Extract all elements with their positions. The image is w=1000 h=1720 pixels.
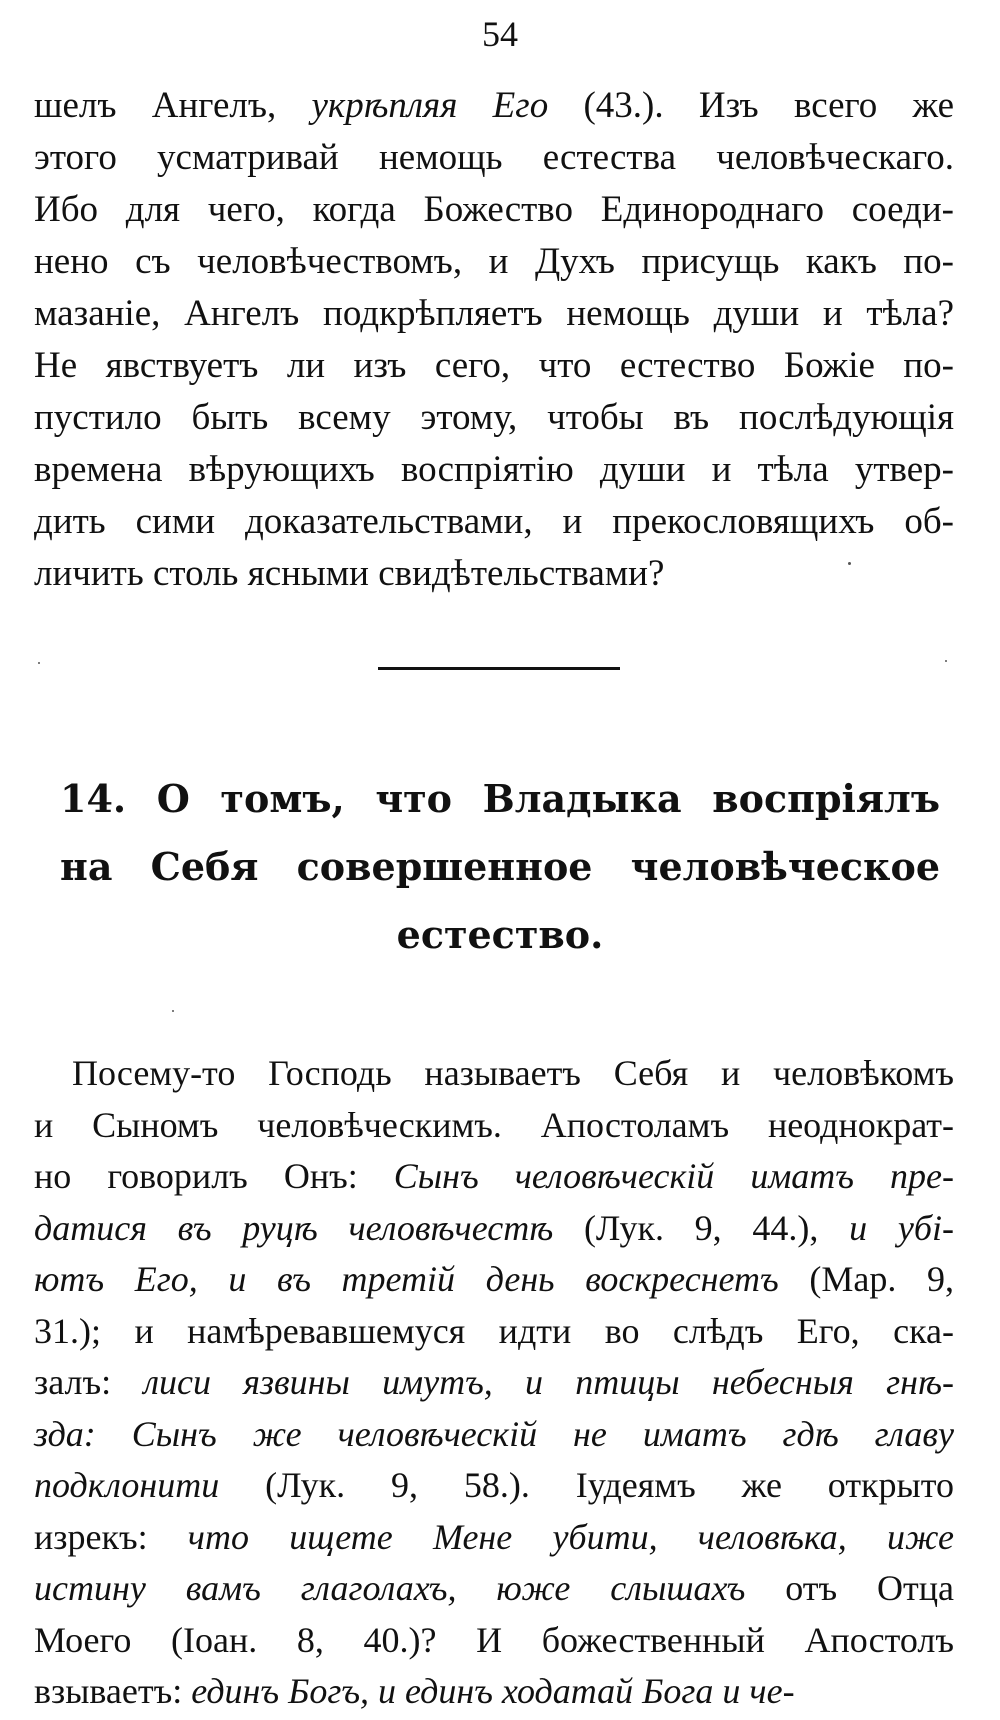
italic-quote: Сынъ человѣческій иматъ пре-: [393, 1156, 954, 1196]
text-run: взываетъ:: [34, 1671, 192, 1711]
text-run: но говорилъ Онъ:: [34, 1156, 394, 1196]
text-line: [34, 444, 954, 496]
text-line: [34, 1306, 954, 1358]
text-run: Моего (Іоан. 8, 40.)? И божественный Апостолъ: [34, 1619, 954, 1660]
text-run: (43.). Изъ всего же: [548, 85, 954, 126]
heading-line-3: естество.: [396, 912, 604, 957]
text-line: [34, 1357, 954, 1409]
text-line: [34, 236, 954, 288]
chapter-heading: [60, 765, 940, 969]
text-run: 31.); и намѣревавшемуся идти во слѣдъ Его, ска-: [34, 1310, 954, 1351]
italic-quote: зда: Сынъ же человѣческій не иматъ гдѣ главу: [34, 1413, 954, 1454]
text-run: залъ:: [34, 1362, 144, 1402]
text-run: времена вѣрующихъ воспріятію души и тѣла утвер-: [34, 449, 954, 490]
heading-line-2: на Себя совершенное человѣческое: [60, 844, 940, 889]
section-divider: [378, 667, 620, 670]
italic-quote: ютъ Его, и въ третій день воскреснетъ: [34, 1259, 779, 1299]
text-run: личить столь ясными свидѣтельствами?: [34, 553, 665, 594]
text-run: Посему-то Господь называетъ Себя и человѣкомъ: [72, 1053, 954, 1093]
text-run: и Сыномъ человѣческимъ. Апостоламъ неоднократ-: [34, 1104, 954, 1145]
italic-quote: единъ Богъ, и единъ ходатай Бога и че-: [191, 1671, 795, 1711]
print-speck: [38, 662, 40, 664]
text-line: [34, 1666, 954, 1718]
italic-quote: подклонити: [34, 1465, 220, 1505]
italic-quote: что ищете Мене убити, человѣка, иже: [187, 1516, 954, 1557]
text-run: шелъ Ангелъ,: [34, 85, 312, 126]
text-run: отъ Отца: [745, 1568, 954, 1608]
print-speck: [848, 562, 851, 565]
text-run: нено съ человѣчествомъ, и Духъ присущь какъ по-: [34, 241, 954, 282]
text-run: (Мар. 9,: [778, 1259, 954, 1299]
text-line: [34, 496, 954, 548]
text-line: [34, 1460, 954, 1512]
text-line: [34, 1254, 954, 1306]
text-line: [34, 288, 954, 340]
paragraph-new-section: [34, 1048, 954, 1718]
text-line: [34, 1100, 954, 1152]
italic-quote: укрѣпляя Его: [311, 85, 549, 126]
text-line: [34, 1512, 954, 1564]
text-line: [34, 1151, 954, 1203]
heading-line-1: 14. О томъ, что Владыка воспріялъ: [60, 776, 940, 821]
text-run: мазаніе, Ангелъ подкрѣпляетъ немощь души и тѣла?: [34, 293, 954, 334]
text-line: [34, 1203, 954, 1255]
text-line: [34, 80, 954, 132]
italic-quote: датися въ руцѣ человѣчестѣ: [34, 1207, 554, 1248]
text-line: [34, 392, 954, 444]
text-line: [34, 1563, 954, 1615]
text-run: Не явствуетъ ли изъ сего, что естество Божіе по-: [34, 345, 954, 386]
text-run: (Лук. 9, 58.). Іудеямъ же открыто: [219, 1465, 954, 1505]
text-line: [34, 1409, 954, 1461]
print-speck: [172, 1010, 174, 1012]
italic-quote: лиси язвины имутъ, и птицы небесныя гнѣ-: [143, 1362, 954, 1402]
text-line: [34, 1048, 954, 1100]
text-line: [34, 548, 954, 600]
text-run: Ибо для чего, когда Божество Единороднаго соеди-: [34, 189, 954, 230]
text-run: пустило быть всему этому, чтобы въ послѣдующія: [34, 397, 954, 438]
text-run: дить сими доказательствами, и прекословящихъ об-: [34, 501, 954, 542]
print-speck: [945, 660, 947, 662]
text-run: изрекъ:: [34, 1516, 188, 1557]
text-run: этого усматривай немощь естества человѣческаго.: [34, 137, 954, 178]
italic-quote: истину вамъ глаголахъ, юже слышахъ: [34, 1568, 746, 1608]
italic-quote: и убі-: [849, 1207, 954, 1248]
text-line: [34, 340, 954, 392]
text-line: [34, 132, 954, 184]
text-run: (Лук. 9, 44.),: [553, 1207, 850, 1248]
text-line: [34, 184, 954, 236]
paragraph-continued: [34, 80, 954, 600]
page-number: 54: [482, 14, 518, 54]
text-line: [34, 1615, 954, 1667]
